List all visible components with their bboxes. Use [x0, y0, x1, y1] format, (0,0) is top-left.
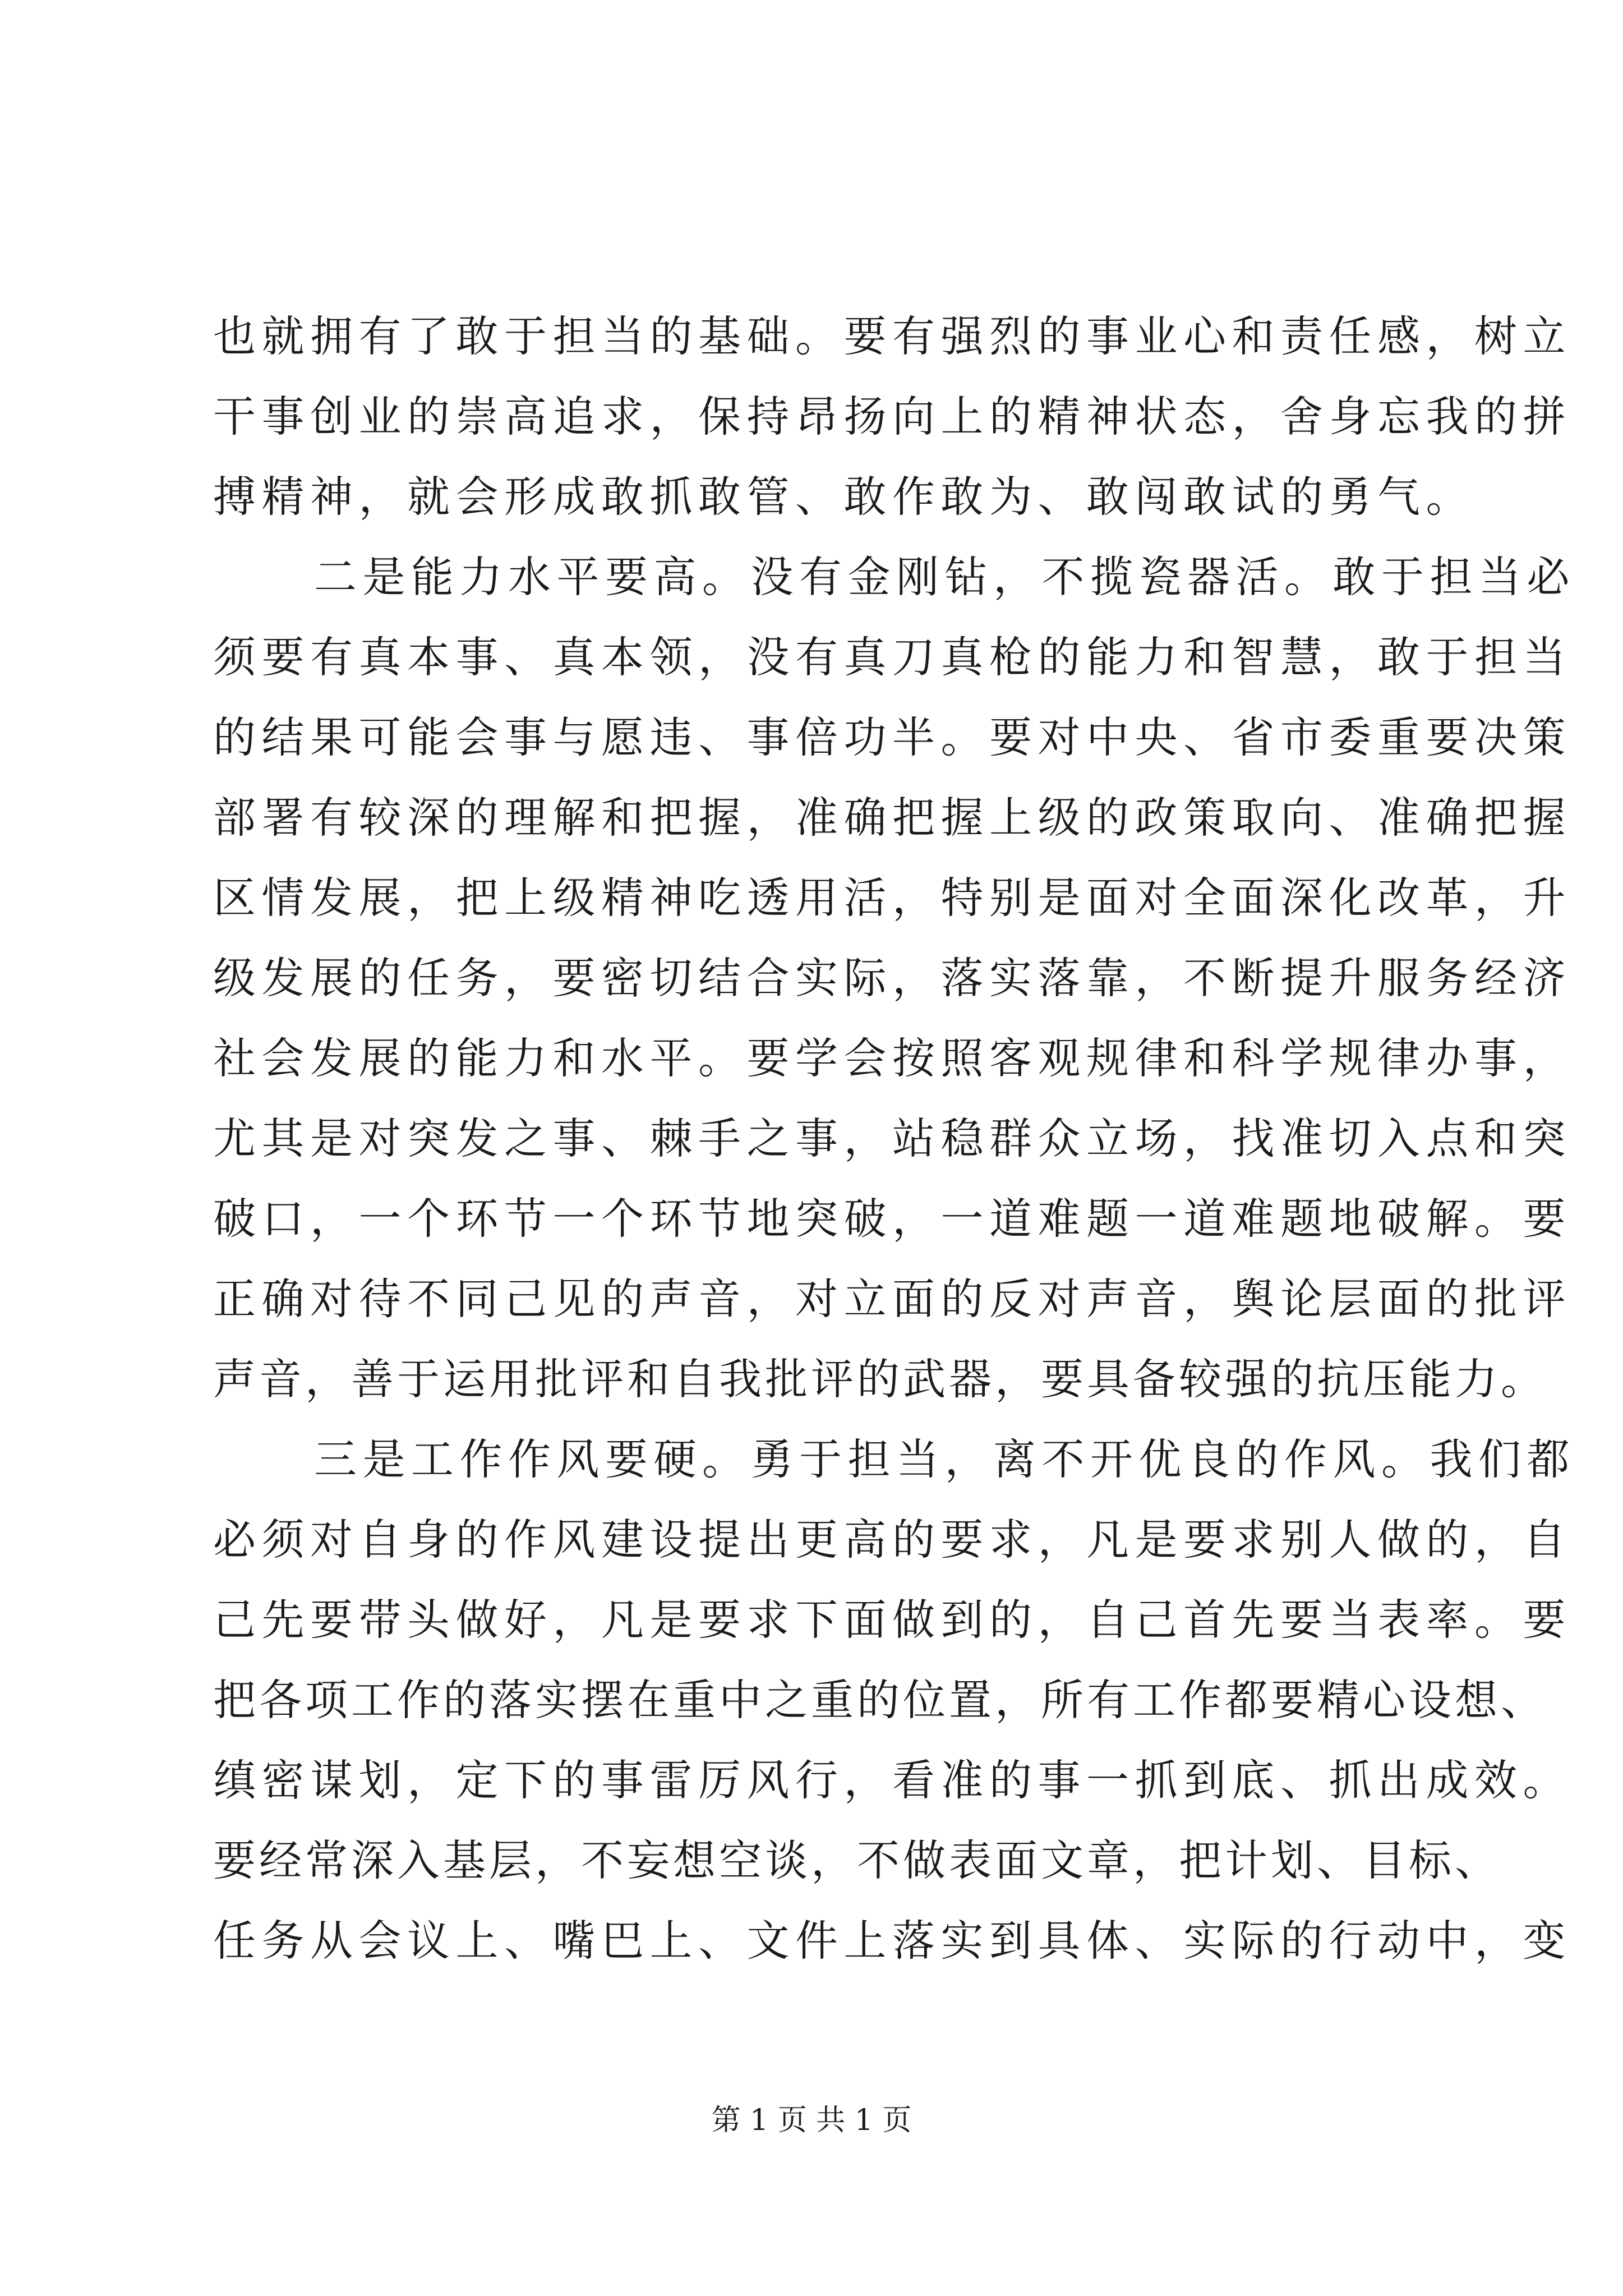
paragraph-first-line: 三是工作作风要硬。勇于担当，离不开优良的作风。我们都	[314, 1434, 1575, 1484]
body-line: 要经常深入基层，不妄想空谈，不做表面文章，把计划、目标、	[213, 1835, 1501, 1885]
body-line: 声音，善于运用批评和自我批评的武器，要具备较强的抗压能力。	[213, 1354, 1547, 1404]
body-line: 社会发展的能力和水平。要学会按照客观规律和科学规律办事，	[213, 1033, 1571, 1083]
body-line: 须要有真本事、真本领，没有真刀真枪的能力和智慧，敢于担当	[213, 632, 1571, 682]
body-line: 己先要带头做好，凡是要求下面做到的，自己首先要当表率。要	[213, 1595, 1571, 1645]
body-line: 的结果可能会事与愿违、事倍功半。要对中央、省市委重要决策	[213, 712, 1571, 762]
body-line: 搏精神，就会形成敢抓敢管、敢作敢为、敢闯敢试的勇气。	[213, 472, 1474, 522]
body-line: 缜密谋划，定下的事雷厉风行，看准的事一抓到底、抓出成效。	[213, 1755, 1571, 1805]
body-line: 必须对自身的作风建设提出更高的要求，凡是要求别人做的，自	[213, 1515, 1571, 1565]
page-footer: 第 1 页 共 1 页	[711, 2104, 912, 2137]
body-line: 干事创业的崇高追求，保持昂扬向上的精神状态，舍身忘我的拼	[213, 392, 1571, 441]
body-line: 把各项工作的落实摆在重中之重的位置，所有工作都要精心设想、	[213, 1675, 1547, 1725]
body-line: 正确对待不同己见的声音，对立面的反对声音，舆论层面的批评	[213, 1274, 1571, 1324]
body-line: 尤其是对突发之事、棘手之事，站稳群众立场，找准切入点和突	[213, 1114, 1571, 1163]
body-line: 破口，一个环节一个环节地突破，一道难题一道难题地破解。要	[213, 1194, 1571, 1244]
body-line: 任务从会议上、嘴巴上、文件上落实到具体、实际的行动中，变	[213, 1916, 1571, 1966]
paragraph-first-line: 二是能力水平要高。没有金刚钻，不揽瓷器活。敢于担当必	[314, 552, 1575, 602]
body-line: 也就拥有了敢于担当的基础。要有强烈的事业心和责任感，树立	[213, 311, 1571, 361]
body-line: 部署有较深的理解和把握，准确把握上级的政策取向、准确把握	[213, 793, 1571, 843]
body-line: 级发展的任务，要密切结合实际，落实落靠，不断提升服务经济	[213, 953, 1571, 1003]
body-line: 区情发展，把上级精神吃透用活，特别是面对全面深化改革，升	[213, 873, 1571, 923]
